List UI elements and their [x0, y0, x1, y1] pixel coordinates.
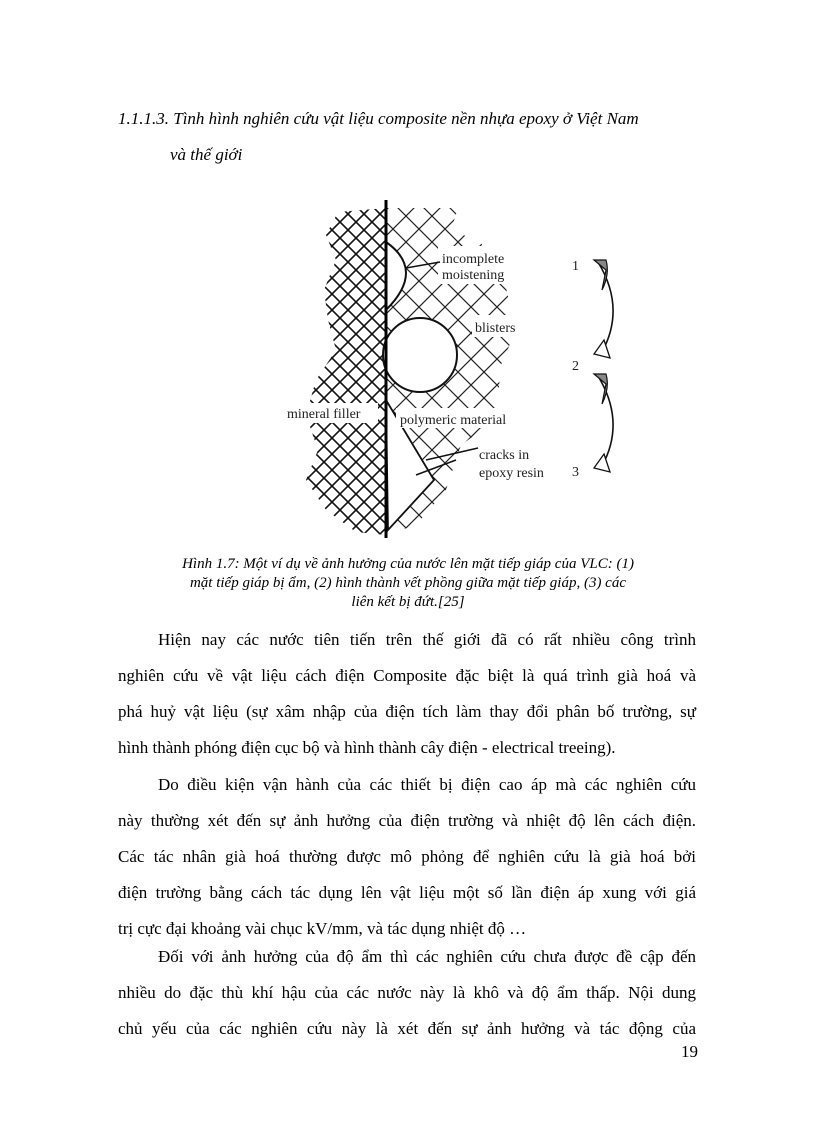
- caption-line1: Hình 1.7: Một ví dụ về ảnh hưởng của nước lên mặt tiếp giáp của VLC: (1): [182, 556, 634, 572]
- caption-line2: mặt tiếp giáp bị ẩm, (2) hình thành vết phồng giữa mặt tiếp giáp, (3) các: [189, 575, 627, 591]
- paragraph-1: [118, 622, 696, 766]
- figure-1-7: [276, 190, 621, 540]
- page-number: 19: [681, 1042, 698, 1061]
- paragraph-line: điện trường bằng cách tác dụng lên vật liệu một số lần điện áp xung với giá: [118, 883, 696, 902]
- paragraph-line: chủ yếu của các nghiên cứu này là xét đến sự ảnh hưởng và tác động của: [118, 1019, 696, 1038]
- stage-number-3: 3: [572, 465, 579, 480]
- paragraph-line: Đối với ảnh hưởng của độ ẩm thì các nghiên cứu chưa được đề cập đến: [158, 947, 696, 966]
- stage-number-2: 2: [572, 359, 579, 374]
- paragraph-line: Hiện nay các nước tiên tiến trên thế giới đã có rất nhiều công trình: [158, 630, 696, 649]
- section-heading-line1: 1.1.1.3. Tình hình nghiên cứu vật liệu composite nền nhựa epoxy ở Việt Nam: [118, 109, 639, 128]
- paragraph-line: nghiên cứu về vật liệu cách điện Composite đặc biệt là quá trình già hoá và: [118, 666, 696, 685]
- paragraph-line: hình thành phóng điện cục bộ và hình thành cây điện - electrical treeing).: [118, 738, 616, 757]
- paragraph-line: phá huỷ vật liệu (sự xâm nhập của điện tích làm thay đổi phân bố trường, sự: [118, 702, 696, 721]
- paragraph-line: trị cực đại khoảng vài chục kV/mm, và tác dụng nhiệt độ …: [118, 919, 527, 938]
- curved-arrow-2-icon: [594, 374, 613, 472]
- paragraph-line: này thường xét đến sự ảnh hưởng của điện trường và nhiệt độ lên cách điện.: [118, 811, 696, 830]
- label-blisters: blisters: [475, 321, 516, 336]
- paragraph-line: Do điều kiện vận hành của các thiết bị điện cao áp mà các nghiên cứu: [158, 775, 696, 794]
- label-mineral-filler: mineral filler: [287, 407, 361, 422]
- curved-arrow-1-icon: [594, 260, 613, 358]
- caption-line3: liên kết bị đứt.[25]: [351, 594, 465, 610]
- label-cracks-in: cracks in: [479, 448, 530, 463]
- paragraph-3: [118, 939, 696, 1047]
- figure-diagram: [276, 190, 621, 540]
- label-epoxy-resin: epoxy resin: [479, 466, 544, 481]
- section-heading-line2: và thế giới: [170, 145, 243, 164]
- blister-circle: [383, 318, 457, 392]
- label-polymeric-material: polymeric material: [400, 413, 507, 428]
- figure-caption: [130, 555, 686, 612]
- stage-number-1: 1: [572, 259, 579, 274]
- paragraph-line: nhiều do đặc thù khí hậu của các nước này là khô và độ ẩm thấp. Nội dung: [118, 983, 696, 1002]
- label-incomplete: incomplete: [442, 252, 505, 267]
- label-moistening: moistening: [442, 268, 505, 283]
- mineral-filler-region: [306, 208, 386, 535]
- paragraph-2: [118, 767, 696, 947]
- section-heading: [118, 101, 718, 173]
- paragraph-line: Các tác nhân già hoá thường được mô phỏng để nghiên cứu là già hoá bởi: [118, 847, 696, 866]
